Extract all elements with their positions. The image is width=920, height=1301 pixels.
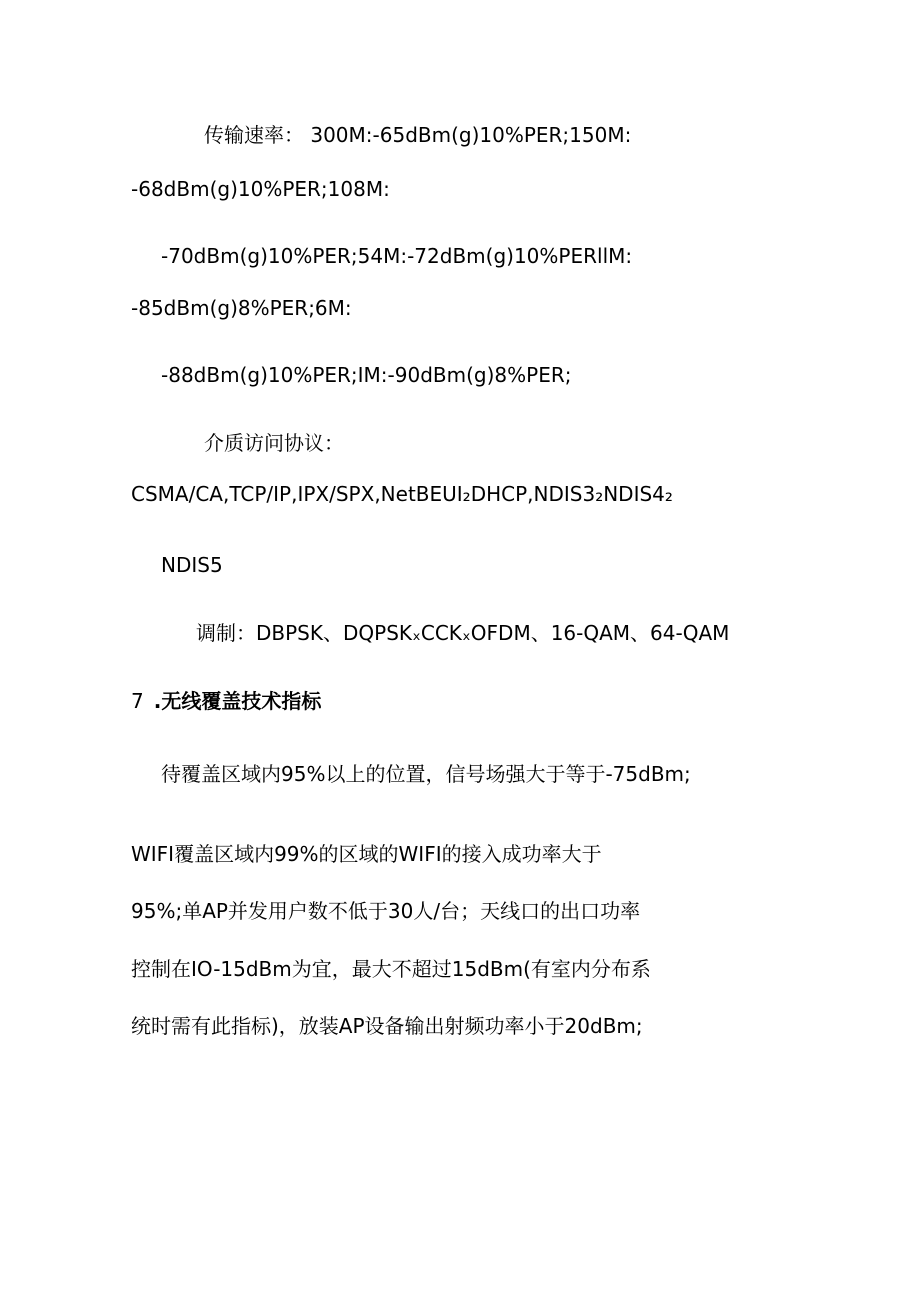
spec-line-rate: 传输速率： 300M:-65dBm(g)10%PER;150M: — [204, 123, 632, 147]
spec-line-protocol-label: 介质访问协议： — [204, 431, 344, 455]
paragraph-line: 统时需有此指标)，放装AP设备输出射频功率小于20dBm; — [131, 1014, 643, 1038]
spec-line-protocols: CSMA/CA,TCP/IP,IPX/SPX,NetBEUI₂DHCP,NDIS3₂NDIS4₂ — [131, 482, 673, 506]
paragraph-line: 95%;单AP并发用户数不低于30人/台；天线口的出口功率 — [131, 899, 641, 923]
section-title: .无线覆盖技术指标 — [153, 689, 322, 713]
spec-line: -70dBm(g)10%PER;54M:-72dBm(g)10%PERllM: — [161, 244, 633, 268]
spec-line: -85dBm(g)8%PER;6M: — [131, 296, 352, 320]
spec-line-modulation: 调制：DBPSK、DQPSKₓCCKₓOFDM、16-QAM、64-QAM — [196, 621, 730, 645]
paragraph-line: 待覆盖区域内95%以上的位置，信号场强大于等于-75dBm; — [161, 762, 691, 786]
spec-line: -68dBm(g)10%PER;108M: — [131, 177, 390, 201]
paragraph-line: 控制在IO-15dBm为宜，最大不超过15dBm(有室内分布系 — [131, 957, 651, 981]
section-heading — [131, 688, 321, 714]
spec-line: -88dBm(g)10%PER;IM:-90dBm(g)8%PER; — [161, 363, 572, 387]
paragraph-line: WIFI覆盖区域内99%的区域的WIFI的接入成功率大于 — [131, 842, 602, 866]
section-number: 7 — [131, 689, 144, 713]
spec-line: NDIS5 — [161, 553, 223, 577]
